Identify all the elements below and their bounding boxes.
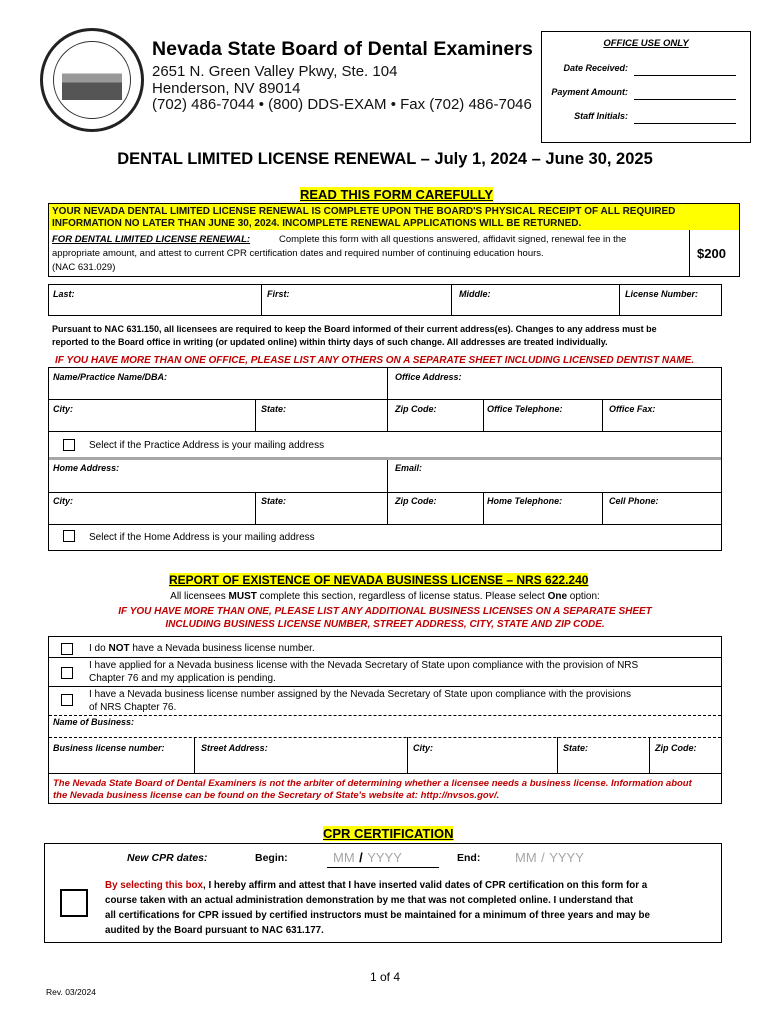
- payment-amount-field[interactable]: [634, 98, 736, 100]
- home-zip-label: Zip Code:: [395, 496, 437, 506]
- end-year-placeholder: YYYY: [549, 850, 584, 865]
- office-telephone-field[interactable]: [487, 414, 597, 428]
- cpr-attest-line-1: By selecting this box, I hereby affirm and attest that I have inserted valid dates of CPR certification on this form for a: [105, 880, 648, 891]
- begin-date-separator: /: [359, 850, 363, 865]
- option-has-license-line-2: of NRS Chapter 76.: [89, 702, 177, 713]
- last-name-field[interactable]: [53, 299, 253, 314]
- address-notice-2: reported to the Board office in writing (or updated online) within thirty days of such change. All addresses are treated individually.: [52, 337, 608, 347]
- option-applied-line-2: Chapter 76 and my application is pending.: [89, 673, 276, 684]
- business-city-label: City:: [413, 743, 433, 753]
- business-red-notice-1: IF YOU HAVE MORE THAN ONE, PLEASE LIST ANY ADDITIONAL BUSINESS LICENSES ON A SEPARATE SHEET: [118, 606, 652, 617]
- business-number-label: Business license number:: [53, 743, 165, 753]
- office-state-field[interactable]: [261, 414, 381, 428]
- business-street-label: Street Address:: [201, 743, 268, 753]
- warning-line-1: YOUR NEVADA DENTAL LIMITED LICENSE RENEWAL IS COMPLETE UPON THE BOARD'S PHYSICAL RECEIPT OF ALL REQUIRED: [52, 206, 676, 217]
- home-telephone-label: Home Telephone:: [487, 496, 563, 506]
- home-zip-field[interactable]: [395, 506, 480, 520]
- cpr-heading: CPR CERTIFICATION: [323, 826, 454, 841]
- option-applied-line-1: I have applied for a Nevada business license with the Nevada Secretary of State upon compliance with the provision of NRS: [89, 660, 639, 671]
- first-name-field[interactable]: [267, 299, 447, 314]
- home-mailing-label: Select if the Home Address is your mailing address: [89, 532, 315, 543]
- cpr-begin-date-input[interactable]: [327, 849, 439, 868]
- option-has-license-line-1: I have a Nevada business license number assigned by the Nevada Secretary of State upon compliance with the provisions: [89, 689, 631, 700]
- end-month-placeholder: MM: [515, 850, 537, 865]
- business-number-field[interactable]: [53, 755, 188, 769]
- office-zip-field[interactable]: [395, 414, 480, 428]
- office-zip-label: Zip Code:: [395, 404, 437, 414]
- cell-phone-label: Cell Phone:: [609, 496, 659, 506]
- cpr-attest-line-3: all certifications for CPR issued by certified instructors must be maintained for a minimum of three years and may be: [105, 910, 650, 921]
- applied-business-license-checkbox[interactable]: [61, 667, 73, 679]
- practice-mailing-label: Select if the Practice Address is your mailing address: [89, 440, 325, 451]
- business-zip-field[interactable]: [655, 755, 717, 769]
- cpr-end-label: End:: [457, 852, 481, 864]
- cpr-begin-label: Begin:: [255, 852, 288, 864]
- cell-phone-field[interactable]: [609, 506, 717, 520]
- end-date-separator: /: [541, 850, 545, 865]
- intro-box: [48, 203, 740, 277]
- home-city-label: City:: [53, 496, 73, 506]
- business-state-label: State:: [563, 743, 589, 753]
- cpr-attest-checkbox[interactable]: [60, 889, 88, 917]
- date-received-field[interactable]: [634, 74, 736, 76]
- business-intro: All licensees MUST complete this section, regardless of license status. Please select One option:: [170, 591, 600, 602]
- begin-year-placeholder: YYYY: [367, 850, 402, 865]
- middle-name-field[interactable]: [459, 299, 614, 314]
- form-title: DENTAL LIMITED LICENSE RENEWAL – July 1, 2024 – June 30, 2025: [117, 150, 653, 168]
- practice-name-field[interactable]: [53, 382, 378, 396]
- section-divider: [49, 457, 721, 460]
- name-row: [48, 284, 722, 316]
- business-license-box: [48, 636, 722, 804]
- license-number-label: License Number:: [625, 289, 699, 299]
- nac-reference: (NAC 631.029): [52, 262, 116, 273]
- home-address-field[interactable]: [53, 474, 378, 488]
- home-address-label: Home Address:: [53, 463, 120, 473]
- payment-amount-label: Payment Amount:: [551, 87, 628, 97]
- business-disclaimer-2: the Nevada business license can be found on the Secretary of State's website at: http://nvsos.gov/.: [53, 790, 500, 801]
- business-state-field[interactable]: [563, 755, 643, 769]
- business-zip-label: Zip Code:: [655, 743, 697, 753]
- business-name-field[interactable]: [139, 717, 709, 731]
- practice-mailing-checkbox[interactable]: [63, 439, 75, 451]
- option-no-license: I do NOT have a Nevada business license number.: [89, 643, 315, 654]
- nevada-state-seal-icon: [40, 28, 144, 132]
- email-field[interactable]: [395, 474, 715, 488]
- home-city-field[interactable]: [53, 506, 248, 520]
- office-address-field[interactable]: [395, 382, 715, 396]
- business-street-field[interactable]: [201, 755, 401, 769]
- office-state-label: State:: [261, 404, 287, 414]
- staff-initials-label: Staff Initials:: [574, 111, 628, 121]
- instructions-line-2: appropriate amount, and attest to current CPR certification dates and required number of continuing education hours.: [52, 248, 544, 259]
- date-received-label: Date Received:: [563, 63, 628, 73]
- read-carefully-heading: READ THIS FORM CAREFULLY: [300, 187, 494, 202]
- org-name: Nevada State Board of Dental Examiners: [152, 38, 533, 60]
- practice-name-label: Name/Practice Name/DBA:: [53, 372, 168, 382]
- cpr-attest-line-2: course taken with an actual administration demonstration by me that was not completed online. I understand that: [105, 895, 634, 906]
- staff-initials-field[interactable]: [634, 122, 736, 124]
- office-fax-label: Office Fax:: [609, 404, 656, 414]
- email-label: Email:: [395, 463, 423, 473]
- org-address-2: Henderson, NV 89014: [152, 80, 301, 97]
- office-city-label: City:: [53, 404, 73, 414]
- business-red-notice-2: INCLUDING BUSINESS LICENSE NUMBER, STREET ADDRESS, CITY, STATE AND ZIP CODE.: [165, 619, 605, 630]
- has-business-license-checkbox[interactable]: [61, 694, 73, 706]
- org-phones: (702) 486-7044 • (800) DDS-EXAM • Fax (702) 486-7046: [152, 96, 532, 113]
- office-use-box: [541, 31, 751, 143]
- multi-office-notice: IF YOU HAVE MORE THAN ONE OFFICE, PLEASE LIST ANY OTHERS ON A SEPARATE SHEET INCLUDING LICENSED DENTIST NAME.: [55, 355, 695, 366]
- home-state-label: State:: [261, 496, 287, 506]
- cpr-end-date-input[interactable]: [509, 849, 621, 867]
- cpr-box: [44, 843, 722, 943]
- cpr-attest-line-4: audited by the Board pursuant to NAC 631.177.: [105, 925, 324, 936]
- new-cpr-dates-label: New CPR dates:: [127, 852, 208, 864]
- last-name-label: Last:: [53, 289, 75, 299]
- for-renewal-label: FOR DENTAL LIMITED LICENSE RENEWAL:: [52, 234, 251, 245]
- home-state-field[interactable]: [261, 506, 381, 520]
- business-city-field[interactable]: [413, 755, 553, 769]
- office-use-title: OFFICE USE ONLY: [603, 38, 689, 49]
- business-name-label: Name of Business:: [53, 717, 135, 727]
- home-mailing-checkbox[interactable]: [63, 530, 75, 542]
- renewal-fee: $200: [697, 246, 726, 261]
- middle-name-label: Middle:: [459, 289, 491, 299]
- address-notice-1: Pursuant to NAC 631.150, all licensees are required to keep the Board informed of their current address(es). Changes to any address must be: [52, 324, 657, 334]
- begin-month-placeholder: MM: [333, 850, 355, 865]
- office-fax-field[interactable]: [609, 414, 717, 428]
- instructions-line-1: Complete this form with all questions answered, affidavit signed, renewal fee in the: [279, 234, 627, 245]
- license-number-field[interactable]: [625, 299, 717, 314]
- page-number: 1 of 4: [369, 970, 401, 984]
- no-business-license-checkbox[interactable]: [61, 643, 73, 655]
- office-address-label: Office Address:: [395, 372, 462, 382]
- revision-date: Rev. 03/2024: [46, 987, 96, 997]
- business-license-heading: REPORT OF EXISTENCE OF NEVADA BUSINESS LICENSE – NRS 622.240: [169, 573, 589, 587]
- office-telephone-label: Office Telephone:: [487, 404, 563, 414]
- org-address-1: 2651 N. Green Valley Pkwy, Ste. 104: [152, 63, 398, 80]
- address-table: [48, 367, 722, 551]
- office-city-field[interactable]: [53, 414, 248, 428]
- warning-line-2: INFORMATION NO LATER THAN JUNE 30, 2024. INCOMPLETE RENEWAL APPLICATIONS WILL BE RETURNED.: [52, 218, 582, 229]
- business-disclaimer-1: The Nevada State Board of Dental Examiners is not the arbiter of determining whether a licensee needs a business license. Information about: [53, 778, 692, 789]
- home-telephone-field[interactable]: [487, 506, 597, 520]
- first-name-label: First:: [267, 289, 290, 299]
